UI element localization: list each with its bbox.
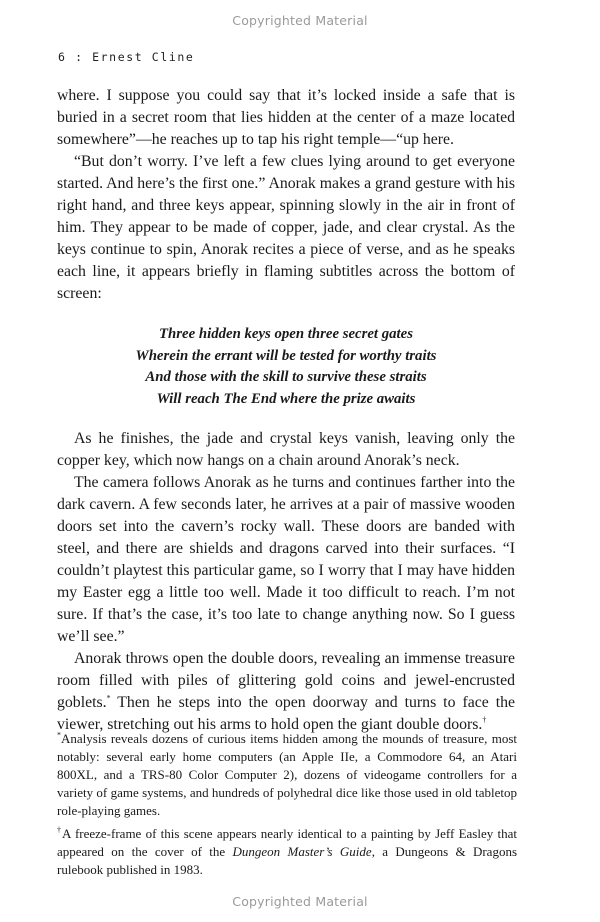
verse-block: [57, 324, 515, 410]
paragraph-3: As he finishes, the jade and crystal keys vanish, leaving only the copper key, which now hangs on a chain around Anorak’s neck.: [57, 430, 515, 469]
paragraph-4: The camera follows Anorak as he turns and continues farther into the dark cavern. A few seconds later, he arrives at a pair of massive wooden doors set into the cavern’s rocky wall. These doors are banded with steel, and there are shields and dragons carved into their surfaces. “I couldn’t playtest this particular game, so I worry that I may have hidden my Easter egg a little too well. Made it too difficult to reach. I’m not sure. If that’s the case, it’s too late to change anything now. So I guess we’ll see.”: [57, 474, 515, 645]
footnote-2-text-2: , a Dungeons & Dragons rulebook published in 1983.: [57, 844, 518, 877]
header-separator: :: [75, 50, 84, 64]
footnote-2-marker: †: [57, 825, 63, 835]
footnote-1: [57, 730, 517, 820]
footnote-1-marker: *: [57, 730, 61, 740]
verse-line-2: Wherein the errant will be tested for worthy traits: [135, 347, 437, 364]
footnotes: [57, 730, 517, 884]
copyright-watermark-bottom: Copyrighted Material: [232, 894, 368, 909]
paragraph-5: [57, 648, 515, 736]
footnote-1-text: Analysis reveals dozens of curious items hidden among the mounds of treasure, most notably: several early home computers (an Apple IIe, a Commodore 64, an Atari 800XL, and a TRS-80 Color Computer 2), dozens of videogame controllers for a variety of game systems, and hundreds of polyhedral dice like those used in old tabletop role-playing games.: [57, 731, 517, 818]
paragraph-5-part-1: Anorak throws open the double doors, revealing an immense treasure room filled with piles of glittering gold coins and jewel-encrusted goblets.: [57, 650, 515, 711]
paragraph-1: where. I suppose you could say that it’s locked inside a safe that is buried in a secret room that lies hidden at the center of a maze located somewhere”—he reaches up to tap his right temple—“up here.: [57, 87, 515, 148]
running-header: [58, 50, 194, 64]
verse-line-1: Three hidden keys open three secret gates: [159, 326, 413, 342]
page-number: 6: [58, 50, 67, 64]
header-author: Ernest Cline: [92, 50, 195, 64]
verse-line-3: And those with the skill to survive these straits: [145, 369, 427, 385]
body-text: [57, 85, 515, 736]
paragraph-5-part-2: Then he steps into the open doorway and turns to face the viewer, stretching out his arms to hold open the giant double doors.: [57, 694, 515, 733]
verse-line-4: Will reach The End where the prize awaits: [156, 390, 416, 407]
footnote-ref-dagger: †: [482, 715, 487, 725]
footnote-2-text-1: A freeze-frame of this scene appears nearly identical to a painting by Jeff Easley that appeared on the cover of the: [57, 826, 517, 859]
footnote-ref-asterisk: *: [106, 693, 111, 703]
footnote-2-book-title: Dungeon Master’s Guide: [232, 844, 372, 859]
footnote-2: [57, 825, 517, 879]
copyright-watermark-top: Copyrighted Material: [232, 13, 368, 28]
paragraph-2: “But don’t worry. I’ve left a few clues lying around to get everyone started. And here’s the first one.” Anorak makes a grand gesture with his right hand, and three keys appear, spinning slowly in the air in front of him. They appear to be made of copper, jade, and clear crystal. As the keys continue to spin, Anorak recites a piece of verse, and as he speaks each line, it appears briefly in flaming subtitles across the bottom of screen:: [57, 153, 515, 302]
